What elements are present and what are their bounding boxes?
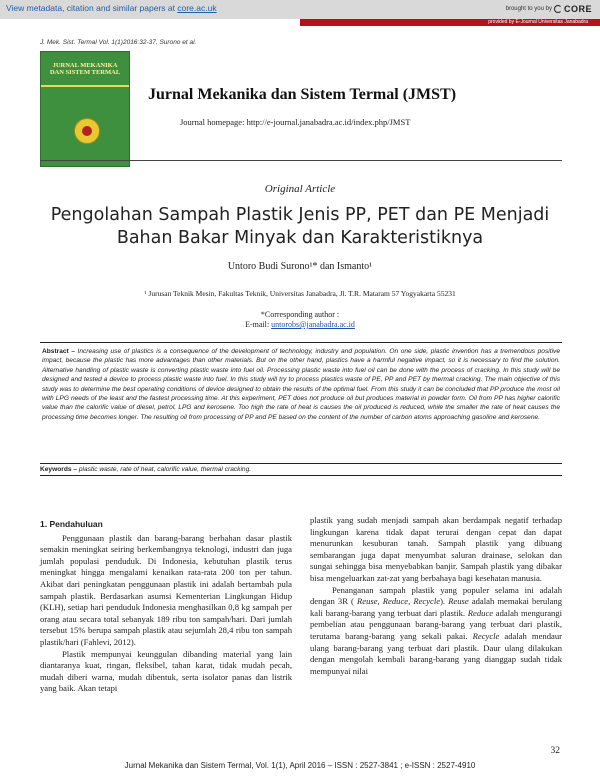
top-bar [0,0,600,19]
page-number: 32 [550,746,560,756]
article-type: Original Article [264,183,336,195]
paper-title [0,204,600,250]
paper-title-line-2: Bahan Bakar Minyak dan Karakteristiknya [116,228,484,248]
abstract-text: Increasing use of plastics is a consequence of the development of technology, industry and population. On one side, plastic invention has a tremendous positive impact, because the plastic has more advantages than other materials. But on the other hand, plastics have a harmful negative impact, so it is necessary to find the solution. Alternative handling of plastic waste is converting plastic waste into fuel oil. Processing plastic waste into fuel oil can be done with the process of cracking. In this study will be designed and tested a device to process plastic waste into fuel. In this study will try to process plastics waste of PE, PP and PET by thermal cracking. The main objective of this study was to determine the best operating conditions of device designed to obtain the results of the optimal fuel. From this study it can be concluded that PP produce the most oil with LPG needs of the least and the fastest processing time. At this experiment, PET does not produce oil but produces material in powder form. Oil from PP has higher calorific value than the calorific value of diesel, petrol, LPG and kerosene. Too high the rate of heat is causes the oil produced is reduced, while the smaller the rate of heat causes the processing time becomes longer. The resulting oil from processing of PP and PE based on the content of the number of carbon atoms approaching gasoline and kerosene. [42,348,560,421]
core-logo: CORE [563,4,592,14]
corresponding-author [0,310,600,330]
university-seal-icon [74,118,100,144]
paragraph: Plastik mempunyai keunggulan dibanding material yang lain diantaranya kuat, ringan, fleksibel, tahan karat, tidak mudah pecah, mudah diberi warna, mudah dibentuk, serta isolator panas dan listrik yang baik. Akan tetapi [40,648,292,694]
core-logo-icon [554,5,562,13]
citation-line: J. Mek. Sist. Termal Vol. 1(1)2016:32-37, Surono et al. [40,39,197,46]
corresponding-label: *Corresponding author : [260,310,340,319]
authors: Untoro Budi Surono¹* dan Ismanto¹ [227,261,373,272]
right-column [310,515,562,677]
paragraph: plastik yang sudah menjadi sampah akan berdampak negatif terhadap lingkungan karena tidak dapat terurai dengan cepat dan dapat menurunkan kesuburan tanah. Sampah plastik yang dibuang sembarangan juga dapat menyumbat saluran drainase, selokan dan sungai sehingga bisa menyebabkan banjir. Sampah plastik yang dibakar bisa mengeluarkan zat-zat yang berbahaya bagi kesehatan manusia. [310,515,562,583]
email-link[interactable]: untorobs@janabadra.ac.id [271,320,355,329]
brought-by: brought to you by CORE [505,4,592,14]
affiliation: ¹ Jurusan Teknik Mesin, Fakultas Teknik, Universitas Janabadra, Jl. T.R. Mataram 57 Yogyakarta 55231 [144,289,456,298]
journal-homepage[interactable]: Journal homepage: http://e-journal.janabadra.ac.id/index.php/JMST [180,117,411,127]
abstract-label: Abstract – [42,348,75,355]
journal-cover-image [40,51,130,167]
section-heading: 1. Pendahuluan [40,519,103,529]
paragraph: Penanganan sampah plastik yang populer selama ini adalah dengan 3R ( Reuse, Reduce, Recycle). Reuse adalah memakai berulang kali barang-barang yang terbuat dari plastik. Reduce adalah mengurangi pembelian atau penggunaan barang-barang yang terbuat dari plastik, terutama barang-barang yang sekali pakai. Recycle adalah mendaur ulang barang-barang yang terbuat dari plastik. Daur ulang dilakukan dengan mengolah kembali barang-barang yang dianggap sudah tidak mempunyai nilai [310,584,563,676]
paragraph: Penggunaan plastik dan barang-barang berbahan dasar plastik semakin meningkat seiring berkembangnya teknologi, industri dan juga jumlah populasi penduduk. Di Indonesia, kebutuhan plastik terus meningkat hingga mengalami kenaikan rata-rata 200 ton per tahun. Akibat dari peningkatan penggunaan plastik ini adalah bertambah pula sampah plastik. Berdasarkan asumsi Kementerian Lingkungan Hidup (KLH), setiap hari penduduk Indonesia menghasilkan 0,8 kg sampah per orang atau secara total sebanyak 189 ribu ton sampah/hari. Dari jumlah tersebut 15% berupa sampah plastik atau sejumlah 28,4 ribu ton sampah plastik/hari (Fahlevi, 2012). [40,532,292,647]
cover-band [41,85,129,87]
journal-title: Jurnal Mekanika dan Sistem Termal (JMST) [148,86,457,103]
paper-title-line-1: Pengolahan Sampah Plastik Jenis PP, PET dan PE Menjadi [50,205,550,225]
left-column [40,519,292,695]
core-link[interactable]: core.ac.uk [177,3,217,13]
keywords [40,466,562,476]
email-line: E-mail: untorobs@janabadra.ac.id [245,320,355,329]
keywords-label: Keywords – [40,466,78,473]
header-divider [40,160,562,161]
provider-bar: provided by E-Journal Universitas Janabadra [300,19,600,26]
metadata-link[interactable]: View metadata, citation and similar papers at core.ac.uk [6,3,217,13]
cover-title: JURNAL MEKANIKA DAN SISTEM TERMAL [49,62,121,76]
footer: Jurnal Mekanika dan Sistem Termal, Vol. 1(1), April 2016 – ISSN : 2527-3841 ; e-ISSN : 2527-4910 [124,761,476,770]
abstract [42,347,560,422]
keywords-text: plastic waste, rate of heat, calorific value, thermal cracking. [77,466,252,473]
